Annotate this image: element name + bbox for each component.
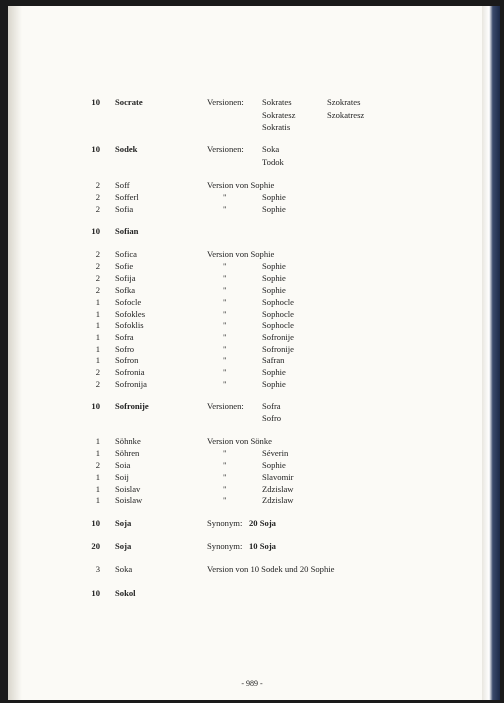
entry-number: 2 <box>95 204 100 214</box>
variant-name: Sophocle <box>262 309 294 319</box>
variant-name: Sofro <box>262 413 282 423</box>
entry-name: Sofro <box>115 344 135 354</box>
entry-name: Soja <box>115 541 132 551</box>
entry-name: Sodek <box>115 144 138 154</box>
synonym-ref: 20 Soja <box>249 518 276 528</box>
entry-name: Sofokles <box>115 309 146 319</box>
variant-name: Sokratesz <box>262 110 296 120</box>
variant-name: Sophocle <box>262 297 294 307</box>
entry-name: Sokol <box>115 588 136 598</box>
ditto-mark: " <box>223 273 227 283</box>
entry-label: Version von Sönke <box>207 436 272 446</box>
entry-number: 2 <box>95 192 100 202</box>
variant-name: Sokrates <box>262 97 292 107</box>
entry-name: Sofie <box>115 261 134 271</box>
ditto-mark: " <box>223 495 227 505</box>
entry-number: 2 <box>95 273 100 283</box>
entry-name: Sofia <box>115 204 134 214</box>
entry-name: Söhren <box>115 448 140 458</box>
ditto-mark: " <box>223 332 227 342</box>
entry-name: Sofronije <box>115 401 149 411</box>
entry-name: Soff <box>115 180 130 190</box>
variant-name-second: Szokatresz <box>327 110 365 120</box>
entry-label: Version von 10 Sodek und 20 Sophie <box>207 564 335 574</box>
entry-number: 2 <box>95 367 100 377</box>
entry-number: 1 <box>95 495 100 505</box>
entry-label: Version von Sophie <box>207 180 275 190</box>
variant-name: Zdzislaw <box>262 484 294 494</box>
entry-number: 3 <box>95 564 100 574</box>
entry-number: 1 <box>95 472 100 482</box>
ditto-mark: " <box>223 484 227 494</box>
variant-name: Sophie <box>262 261 286 271</box>
variant-name: Safran <box>262 355 285 365</box>
synonym-ref: 10 Soja <box>249 541 276 551</box>
entry-number: 10 <box>91 144 100 154</box>
entry-name: Sofronija <box>115 379 147 389</box>
variant-name: Soka <box>262 144 280 154</box>
entry-number: 2 <box>95 261 100 271</box>
ditto-mark: " <box>223 460 227 470</box>
entry-number: 1 <box>95 309 100 319</box>
entry-number: 10 <box>91 226 100 236</box>
entry-number: 1 <box>95 355 100 365</box>
entry-name: Soja <box>115 518 132 528</box>
entry-number: 1 <box>95 332 100 342</box>
ditto-mark: " <box>223 285 227 295</box>
variant-name: Sofronije <box>262 332 294 342</box>
variant-name: Slavomir <box>262 472 294 482</box>
entry-number: 1 <box>95 297 100 307</box>
entry-name: Sofka <box>115 285 136 295</box>
entry-number: 2 <box>95 180 100 190</box>
entry-name: Soka <box>115 564 133 574</box>
entry-label: Synonym: <box>207 518 243 528</box>
entry-number: 2 <box>95 285 100 295</box>
variant-name: Sophie <box>262 460 286 470</box>
ditto-mark: " <box>223 367 227 377</box>
entry-name: Sofoklis <box>115 320 144 330</box>
ditto-mark: " <box>223 472 227 482</box>
entry-name: Sofian <box>115 226 139 236</box>
page-number: - 989 - <box>241 679 263 688</box>
entry-name: Sofocle <box>115 297 142 307</box>
entry-label: Versionen: <box>207 401 244 411</box>
variant-name: Sophie <box>262 273 286 283</box>
entry-name: Sofronia <box>115 367 145 377</box>
ditto-mark: " <box>223 344 227 354</box>
entry-number: 20 <box>91 541 100 551</box>
entry-number: 1 <box>95 448 100 458</box>
variant-name: Séverin <box>262 448 289 458</box>
ditto-mark: " <box>223 192 227 202</box>
entry-number: 10 <box>91 401 100 411</box>
entry-number: 1 <box>95 344 100 354</box>
page-gutter <box>8 6 22 700</box>
entry-number: 2 <box>95 249 100 259</box>
document-page <box>8 6 482 700</box>
entry-name: Soij <box>115 472 129 482</box>
entry-label: Versionen: <box>207 97 244 107</box>
entry-name: Soia <box>115 460 131 470</box>
book-spine <box>482 6 500 700</box>
variant-name: Sophie <box>262 192 286 202</box>
variant-name: Sophie <box>262 367 286 377</box>
entry-label: Synonym: <box>207 541 243 551</box>
entry-name: Soislaw <box>115 495 143 505</box>
variant-name: Todok <box>262 157 284 167</box>
variant-name: Sophocle <box>262 320 294 330</box>
entry-name: Socrate <box>115 97 143 107</box>
variant-name: Sophie <box>262 204 286 214</box>
entry-number: 10 <box>91 588 100 598</box>
ditto-mark: " <box>223 355 227 365</box>
variant-name: Sokratis <box>262 122 291 132</box>
variant-name: Sophie <box>262 379 286 389</box>
ditto-mark: " <box>223 204 227 214</box>
entry-name: Sofija <box>115 273 136 283</box>
ditto-mark: " <box>223 297 227 307</box>
entry-number: 1 <box>95 320 100 330</box>
entry-label: Version von Sophie <box>207 249 275 259</box>
ditto-mark: " <box>223 448 227 458</box>
entry-number: 10 <box>91 518 100 528</box>
ditto-mark: " <box>223 379 227 389</box>
entry-number: 2 <box>95 460 100 470</box>
variant-name: Sofronije <box>262 344 294 354</box>
entry-name: Soislav <box>115 484 141 494</box>
variant-name-second: Szokrates <box>327 97 361 107</box>
entry-name: Sofferl <box>115 192 139 202</box>
entry-name: Sofica <box>115 249 137 259</box>
entry-number: 10 <box>91 97 100 107</box>
ditto-mark: " <box>223 320 227 330</box>
variant-name: Sophie <box>262 285 286 295</box>
entry-label: Versionen: <box>207 144 244 154</box>
entry-name: Sofron <box>115 355 139 365</box>
entry-number: 1 <box>95 436 100 446</box>
ditto-mark: " <box>223 309 227 319</box>
entry-number: 1 <box>95 484 100 494</box>
entry-number: 2 <box>95 379 100 389</box>
entry-name: Sofra <box>115 332 134 342</box>
variant-name: Zdzislaw <box>262 495 294 505</box>
ditto-mark: " <box>223 261 227 271</box>
entry-name: Söhnke <box>115 436 141 446</box>
variant-name: Sofra <box>262 401 281 411</box>
